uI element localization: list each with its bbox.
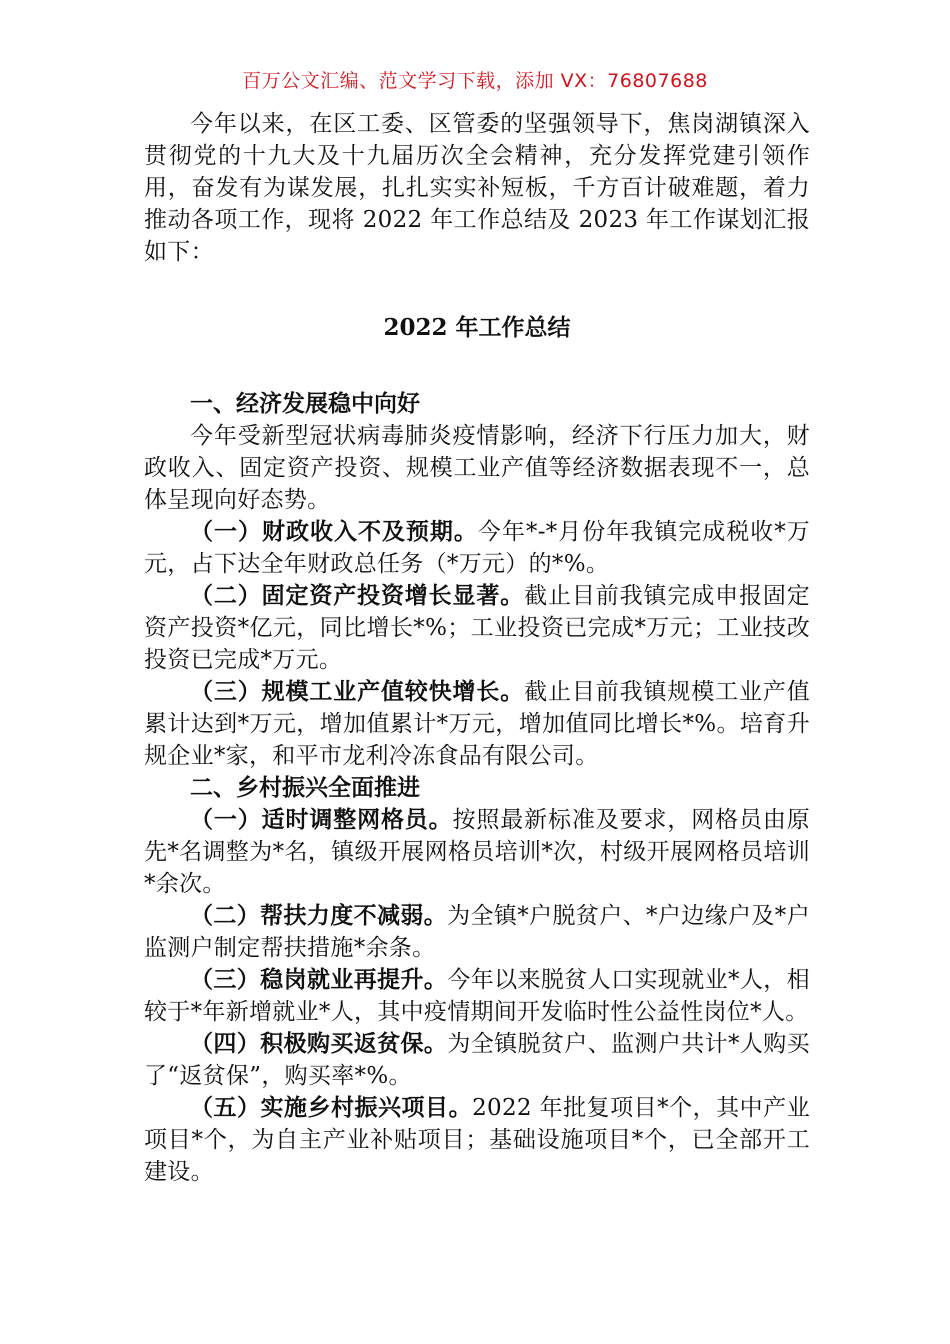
item-text: 2022 年批复项目*个，其中产业项目*个，为自主产业补贴项目；基础设施项目*个，已全部开工建设。 (144, 1095, 810, 1185)
part2-item-1 (144, 804, 810, 900)
part2-heading: 二、乡村振兴全面推进 (190, 774, 420, 801)
part1-item-1 (144, 516, 810, 580)
item-lead: （一）财政收入不及预期。 (190, 518, 478, 545)
item-lead: （三）稳岗就业再提升。 (190, 966, 448, 993)
document-body (144, 108, 810, 1188)
item-text: 今年以来脱贫人口实现就业*人，相较于*年新增就业*人，其中疫情期间开发临时性公益性岗位*人。 (144, 967, 810, 1025)
part2-item-5 (144, 1092, 810, 1188)
item-lead: （四）积极购买返贫保。 (190, 1030, 448, 1057)
part2-item-2 (144, 900, 810, 964)
part1-item-2 (144, 580, 810, 676)
item-lead: （五）实施乡村振兴项目。 (190, 1094, 473, 1121)
part2-item-4 (144, 1028, 810, 1092)
header-banner: 百万公文汇编、范文学习下载，添加 VX：76807688 (242, 70, 708, 92)
intro-paragraph: 今年以来，在区工委、区管委的坚强领导下，焦岗湖镇深入贯彻党的十九大及十九届历次全会精神，充分发挥党建引领作用，奋发有为谋发展，扎扎实实补短板，千方百计破难题，着力推动各项工作，现将 2022 年工作总结及 2023 年工作谋划汇报如下： (144, 111, 810, 265)
item-text: 按照最新标准及要求，网格员由原先*名调整为*名，镇级开展网格员培训*次，村级开展网格员培训*余次。 (144, 807, 810, 897)
part1-item-3 (144, 676, 810, 772)
part2-item-3 (144, 964, 810, 1028)
part1-paragraph: 今年受新型冠状病毒肺炎疫情影响，经济下行压力加大，财政收入、固定资产投资、规模工业产值等经济数据表现不一，总体呈现向好态势。 (144, 423, 810, 513)
item-lead: （二）帮扶力度不减弱。 (190, 902, 448, 929)
item-text: 为全镇脱贫户、监测户共计*人购买了“返贫保”，购买率*%。 (144, 1031, 810, 1089)
section-title: 2022 年工作总结 (383, 314, 571, 341)
item-lead: （三）规模工业产值较快增长。 (190, 678, 525, 705)
item-text: 为全镇*户脱贫户、*户边缘户及*户监测户制定帮扶措施*余条。 (144, 903, 810, 961)
item-lead: （二）固定资产投资增长显著。 (190, 582, 525, 609)
item-text: 截止目前我镇完成申报固定资产投资*亿元，同比增长*%；工业投资已完成*万元；工业技改投资已完成*万元。 (144, 583, 810, 673)
item-text: 截止目前我镇规模工业产值累计达到*万元，增加值累计*万元，增加值同比增长*%。培育升规企业*家，和平市龙利冷冻食品有限公司。 (144, 679, 810, 769)
item-text: 今年*-*月份年我镇完成税收*万元，占下达全年财政总任务（*万元）的*%。 (144, 519, 810, 577)
item-lead: （一）适时调整网格员。 (190, 806, 453, 833)
part1-heading: 一、经济发展稳中向好 (190, 390, 420, 417)
